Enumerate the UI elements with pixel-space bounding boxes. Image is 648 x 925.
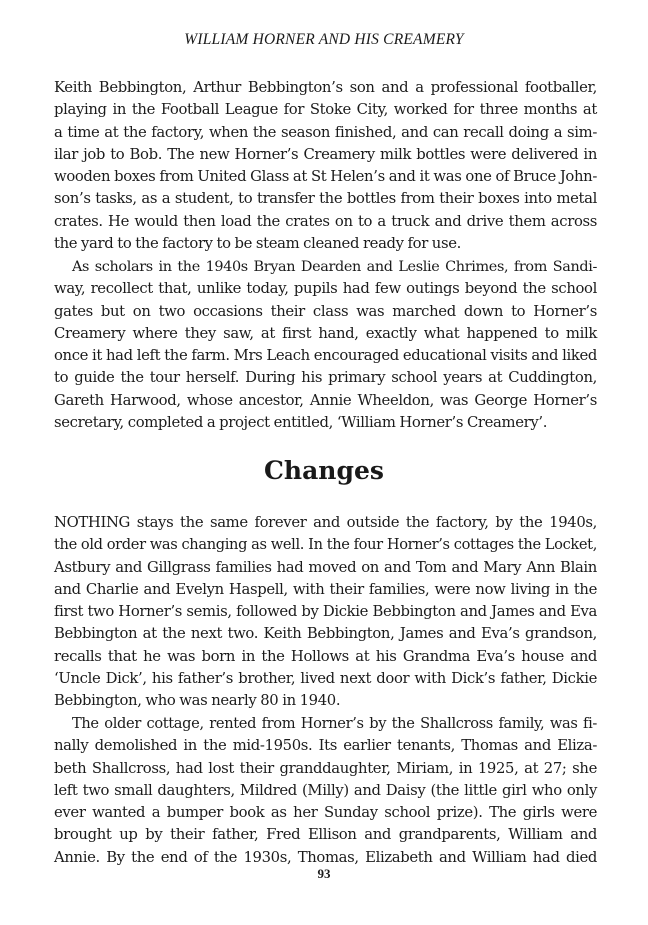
text-line: Astbury and Gillgrass families had moved on and Tom and Mary Ann Blain [54,558,597,576]
text-line: and Charlie and Evelyn Haspell, with their families, were now living in the [54,580,597,598]
text-line: The older cottage, rented from Horner’s by the Shallcross family, was fi- [72,715,597,732]
text-line: ever wanted a bumper book as her Sunday school prize). The girls were [54,804,597,822]
text-line: wooden boxes from United Glass at St Helen’s and it was one of Bruce John- [54,168,597,186]
text-line: son’s tasks, as a student, to transfer the bottles from their boxes into metal [54,190,597,208]
text-line: way, recollect that, unlike today, pupils had few outings beyond the school [54,280,597,298]
text-line: the yard to the factory to be steam cleaned ready for use. [54,235,461,253]
page-number: 93 [317,866,331,881]
text-line: beth Shallcross, had lost their granddaughter, Miriam, in 1925, at 27; she [54,759,597,777]
text-line: crates. He would then load the crates on to a truck and drive them across [54,212,597,230]
text-line: secretary, completed a project entitled, ‘William Horner’s Creamery’. [54,414,548,432]
text-line: Creamery where they saw, at first hand, exactly what happened to milk [54,324,597,342]
text-line: ‘Uncle Dick’, his father’s brother, lived next door with Dick’s father, Dickie [54,670,597,688]
paragraph-keith-bebbington [54,77,597,255]
text-line: brought up by their father, Fred Ellison and grandparents, William and [54,826,597,844]
text-line: Bebbington at the next two. Keith Bebbington, James and Eva’s grandson, [54,625,597,643]
text-line: ilar job to Bob. The new Horner’s Creamery milk bottles were delivered in [54,145,597,163]
paragraph-older-cottage [54,713,597,869]
section-heading-changes: Changes [264,456,384,485]
text-line: Annie. By the end of the 1930s, Thomas, Elizabeth and William had died [54,848,597,866]
text-line: once it had left the farm. Mrs Leach encouraged educational visits and liked [54,347,597,365]
text-line: to guide the tour herself. During his primary school years at Cuddington, [54,369,597,387]
text-line: first two Horner’s semis, followed by Dickie Bebbington and James and Eva [54,603,597,621]
text-line: recalls that he was born in the Hollows at his Grandma Eva’s house and [54,647,597,665]
paragraph-nothing-stays [54,512,597,713]
text-line: a time at the factory, when the season finished, and can recall doing a sim- [54,123,597,141]
text-line: the old order was changing as well. In the four Horner’s cottages the Locket, [54,536,597,554]
text-line: playing in the Football League for Stoke City, worked for three months at [54,101,597,119]
text-line: Keith Bebbington, Arthur Bebbington’s son and a professional footballer, [54,79,597,96]
text-line: Gareth Harwood, whose ancestor, Annie Wheeldon, was George Horner’s [54,391,597,409]
text-line: NOTHING stays the same forever and outside the factory, by the 1940s, [54,514,597,531]
paragraph-scholars [54,256,597,434]
text-line: left two small daughters, Mildred (Milly) and Daisy (the little girl who only [54,781,597,799]
text-line: gates but on two occasions their class was marched down to Horner’s [54,302,597,320]
text-line: Bebbington, who was nearly 80 in 1940. [54,692,341,710]
text-line: As scholars in the 1940s Bryan Dearden and Leslie Chrimes, from Sandi- [72,259,597,275]
running-header: WILLIAM HORNER AND HIS CREAMERY [184,31,464,48]
text-line: nally demolished in the mid-1950s. Its earlier tenants, Thomas and Eliza- [54,737,597,755]
